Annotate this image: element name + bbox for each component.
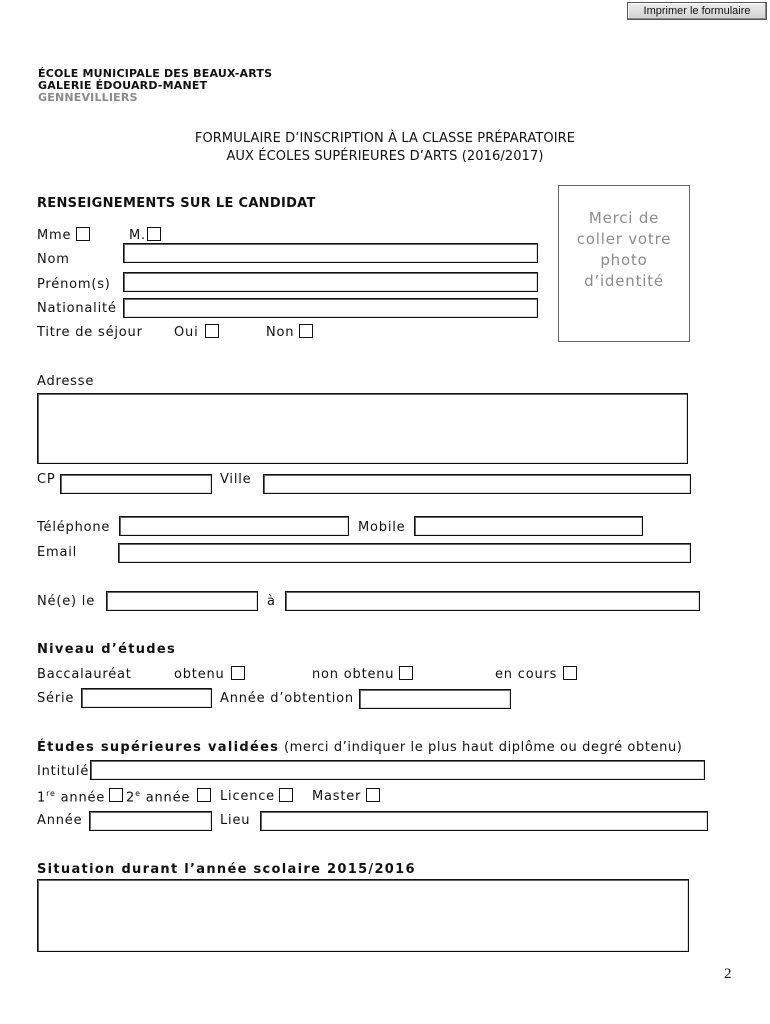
email-label: Email (37, 545, 78, 560)
annee2-checkbox[interactable] (197, 788, 211, 802)
form-title-line1: FORMULAIRE D’INSCRIPTION À LA CLASSE PRÉPARATOIRE (194, 131, 576, 146)
lieu-label: Lieu (220, 813, 251, 828)
telephone-label: Téléphone (37, 520, 111, 535)
adresse-field[interactable] (37, 393, 688, 464)
m-label: M. (129, 228, 146, 243)
mobile-field[interactable] (414, 516, 643, 536)
mme-checkbox[interactable] (76, 227, 90, 241)
candidate-section-heading: RENSEIGNEMENTS SUR LE CANDIDAT (37, 196, 316, 211)
lieu-field[interactable] (260, 811, 708, 831)
annee-obtention-field[interactable] (359, 689, 511, 709)
master-label: Master (312, 789, 362, 804)
serie-field[interactable] (81, 688, 212, 708)
situation-field[interactable] (37, 879, 689, 952)
m-checkbox[interactable] (147, 227, 161, 241)
city-name: GENNEVILLIERS (38, 91, 138, 104)
non-label: Non (266, 325, 295, 340)
obtenu-label: obtenu (174, 667, 225, 682)
cp-label: CP (37, 472, 56, 487)
non-obtenu-checkbox[interactable] (399, 666, 413, 680)
etudes-heading: Études supérieures validées (merci d’indiquer le plus haut diplôme ou degré obtenu) (37, 740, 683, 755)
print-form-button[interactable]: Imprimer le formulaire (627, 2, 767, 20)
annee-field[interactable] (89, 811, 212, 831)
form-title-line2: AUX ÉCOLES SUPÉRIEURES D’ARTS (2016/2017) (226, 149, 544, 164)
birthplace-field[interactable] (285, 591, 700, 611)
nationalite-label: Nationalité (37, 301, 117, 316)
mobile-label: Mobile (358, 520, 406, 535)
ville-label: Ville (220, 472, 252, 487)
nom-field[interactable] (123, 243, 538, 263)
situation-heading: Situation durant l’année scolaire 2015/2016 (37, 862, 416, 877)
annee1-label: 1re année (37, 789, 106, 806)
intitule-label: Intitulé (37, 764, 90, 779)
non-checkbox[interactable] (299, 324, 313, 338)
intitule-field[interactable] (90, 760, 705, 780)
page-number: 2 (724, 966, 732, 982)
licence-label: Licence (220, 789, 275, 804)
nom-label: Nom (37, 252, 70, 267)
telephone-field[interactable] (119, 516, 349, 536)
obtenu-checkbox[interactable] (231, 666, 245, 680)
serie-label: Série (37, 691, 75, 706)
titre-sejour-label: Titre de séjour (37, 325, 143, 340)
birthdate-label: Né(e) le (37, 594, 96, 609)
annee-obtention-label: Année d’obtention (220, 691, 354, 706)
gallery-name: GALERIE ÉDOUARD-MANET (38, 79, 208, 92)
adresse-label: Adresse (37, 374, 95, 389)
birthplace-label: à (267, 594, 276, 609)
birthdate-field[interactable] (106, 591, 258, 611)
etudes-note: (merci d’indiquer le plus haut diplôme ou degré obtenu) (279, 740, 683, 755)
annee2-label: 2e année (126, 789, 191, 806)
bac-label: Baccalauréat (37, 667, 132, 682)
non-obtenu-label: non obtenu (312, 667, 395, 682)
master-checkbox[interactable] (366, 788, 380, 802)
ville-field[interactable] (263, 474, 691, 494)
photo-box (558, 185, 690, 342)
en-cours-checkbox[interactable] (563, 666, 577, 680)
annee1-checkbox[interactable] (109, 788, 123, 802)
licence-checkbox[interactable] (279, 788, 293, 802)
prenom-field[interactable] (123, 272, 538, 292)
prenom-label: Prénom(s) (37, 277, 111, 292)
en-cours-label: en cours (495, 667, 558, 682)
mme-label: Mme (37, 228, 72, 243)
email-field[interactable] (118, 543, 691, 563)
photo-instructions: Merci de coller votre photo d’identité (576, 208, 672, 290)
oui-label: Oui (174, 325, 199, 340)
niveau-heading: Niveau d’études (37, 642, 177, 657)
cp-field[interactable] (60, 474, 212, 494)
oui-checkbox[interactable] (205, 324, 219, 338)
school-name: ÉCOLE MUNICIPALE DES BEAUX-ARTS (38, 67, 273, 80)
annee-label: Année (37, 813, 83, 828)
nationalite-field[interactable] (123, 298, 538, 318)
